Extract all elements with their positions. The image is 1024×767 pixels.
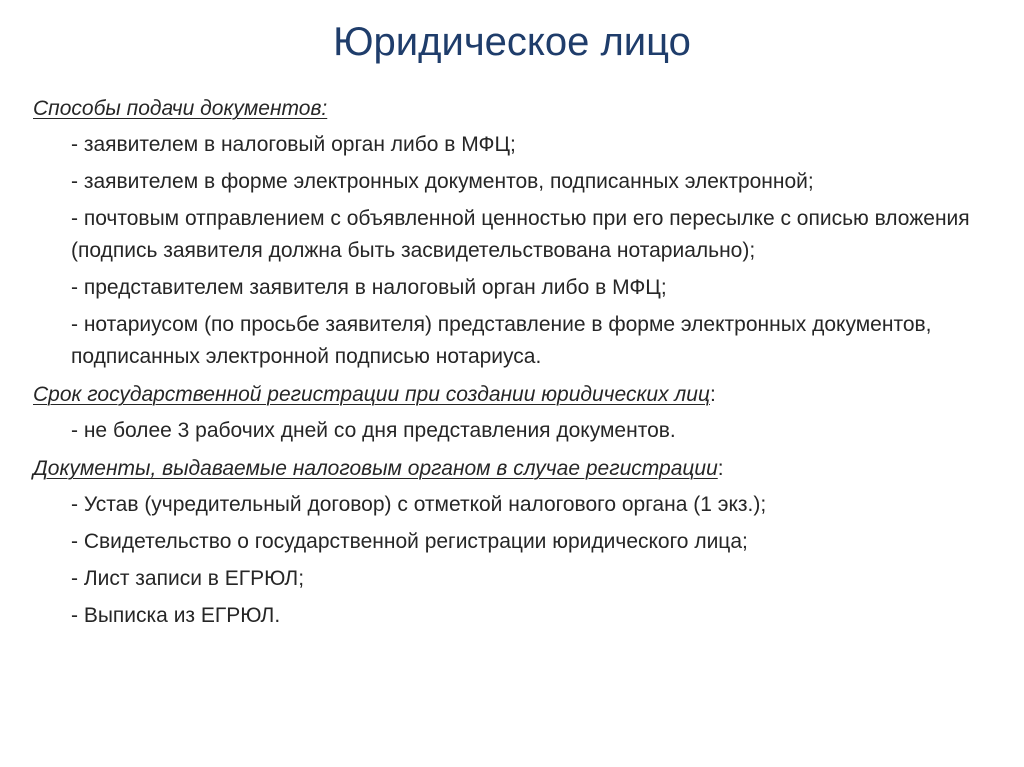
- list-item: - не более 3 рабочих дней со дня представления документов.: [71, 419, 676, 442]
- section-items: [33, 415, 1008, 447]
- list-item: - представителем заявителя в налоговый орган либо в МФЦ;: [71, 276, 667, 299]
- section-submission-methods: [33, 92, 1008, 373]
- list-item: - заявителем в форме электронных документов, подписанных электронной;: [71, 170, 814, 193]
- slide-title: Юридическое лицо: [333, 20, 691, 64]
- list-item: - Лист записи в ЕГРЮЛ;: [71, 567, 305, 590]
- section-heading: [33, 378, 1008, 411]
- section-registration-term: [33, 378, 1008, 447]
- section-heading-suffix: :: [709, 383, 716, 406]
- list-item: - Свидетельство о государственной регистрации юридического лица;: [71, 530, 748, 553]
- section-issued-documents: [33, 452, 1008, 632]
- list-item: - почтовым отправлением с объявленной ценностью при его пересылке с описью вложения (подпись заявителя должна быть засвидетельствована нотариально);: [71, 207, 970, 262]
- section-heading-suffix: :: [717, 457, 724, 480]
- section-items: [33, 489, 1008, 632]
- section-items: [33, 129, 1008, 373]
- section-heading-text: Документы, выдаваемые налоговым органом в случае регистрации: [33, 457, 718, 480]
- slide-content: [33, 92, 1008, 637]
- list-item: - Устав (учредительный договор) с отметкой налогового органа (1 экз.);: [71, 493, 767, 516]
- section-heading: [33, 92, 1008, 125]
- section-heading-text: Срок государственной регистрации при создании юридических лиц: [33, 383, 710, 406]
- list-item: - нотариусом (по просьбе заявителя) представление в форме электронных документов, подписанных электронной подписью нотариуса.: [71, 313, 932, 368]
- section-heading-text: Способы подачи документов:: [33, 97, 328, 120]
- section-heading: [33, 452, 1008, 485]
- list-item: - Выписка из ЕГРЮЛ.: [71, 604, 281, 627]
- list-item: - заявителем в налоговый орган либо в МФЦ;: [71, 133, 516, 156]
